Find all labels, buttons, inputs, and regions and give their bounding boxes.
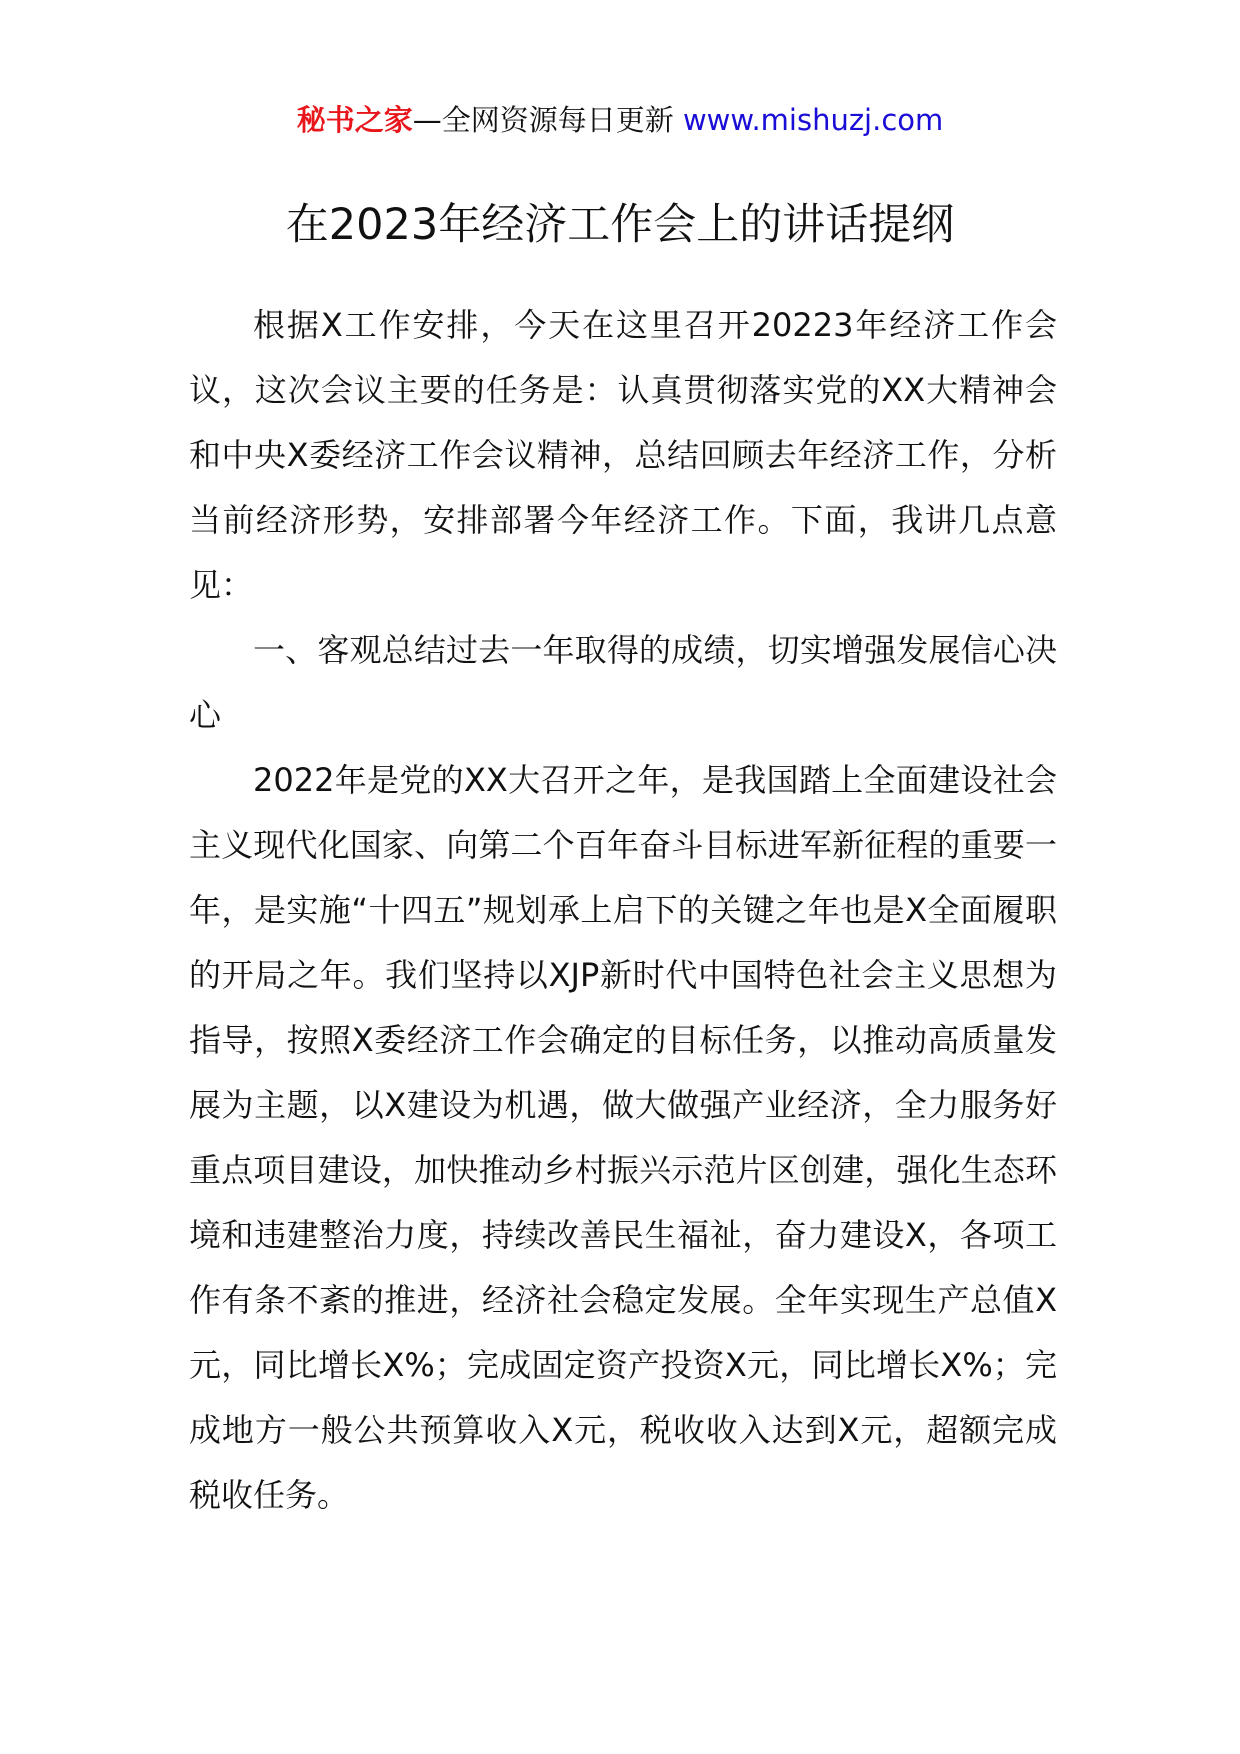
site-url-link[interactable]: www.mishuzj.com [682, 103, 944, 137]
section-heading: 一、客观总结过去一年取得的成绩，切实增强发展信心决心 [189, 631, 1057, 734]
brand-name: 秘书之家 [296, 103, 413, 137]
document-body [189, 293, 1057, 1528]
document-title: 在2023年经济工作会上的讲话提纲 [285, 200, 955, 250]
header-tagline: —全网资源每日更新 [412, 103, 674, 137]
body-paragraph: 2022年是党的XX大召开之年，是我国踏上全面建设社会主义现代化国家、向第二个百年奋斗目标进军新征程的重要一年，是实施“十四五”规划承上启下的关键之年也是X全面履职的开局之年。我们坚持以XJP新时代中国特色社会主义思想为指导，按照X委经济工作会确定的目标任务，以推动高质量发展为主题，以X建设为机遇，做大做强产业经济，全力服务好重点项目建设，加快推动乡村振兴示范片区创建，强化生态环境和违建整治力度，持续改善民生福祉，奋力建设X，各项工作有条不紊的推进，经济社会稳定发展。全年实现生产总值X元，同比增长X%；完成固定资产投资X元，同比增长X%；完成地方一般公共预算收入X元，税收收入达到X元，超额完成税收任务。 [189, 761, 1057, 1514]
body-paragraph: 根据X工作安排，今天在这里召开20223年经济工作会议，这次会议主要的任务是：认真贯彻落实党的XX大精神会和中央X委经济工作会议精神，总结回顾去年经济工作，分析当前经济形势，安排部署今年经济工作。下面，我讲几点意见： [189, 306, 1057, 604]
site-header [0, 100, 1240, 140]
